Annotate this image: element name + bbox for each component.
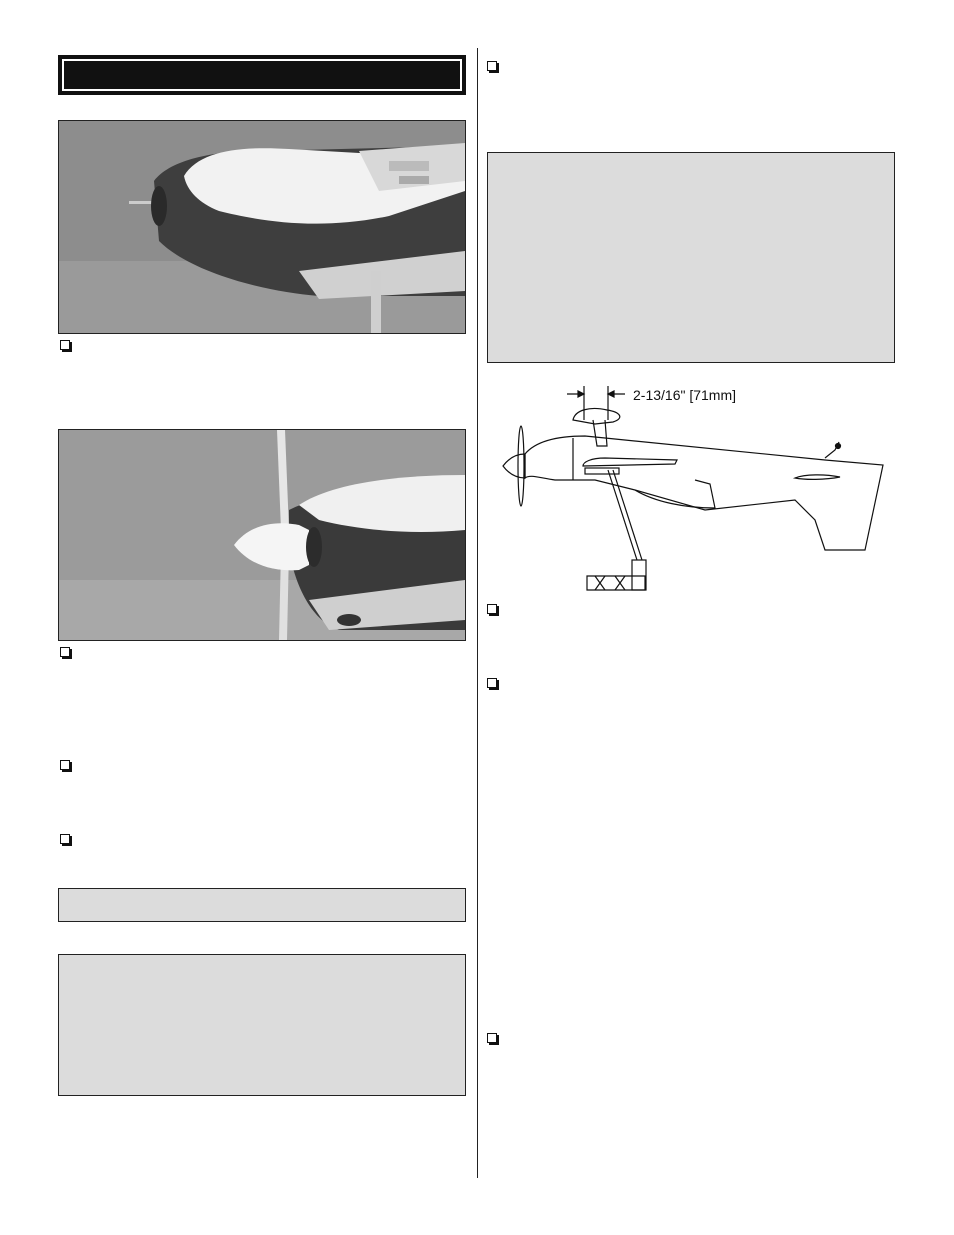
note-box-right: [487, 152, 895, 363]
dimension-label: 2-13/16" [71mm]: [633, 387, 737, 403]
step-checkbox-icon[interactable]: [487, 1033, 497, 1043]
note-box-small: [58, 888, 466, 922]
column-divider: [477, 48, 478, 1178]
step-checkbox-icon[interactable]: [60, 760, 70, 770]
note-box-large-left: [58, 954, 466, 1096]
step-checkbox-icon[interactable]: [60, 834, 70, 844]
step-checkbox-icon[interactable]: [487, 678, 497, 688]
step-checkbox-icon[interactable]: [487, 604, 497, 614]
step-checkbox-icon[interactable]: [487, 61, 497, 71]
step-checkbox-icon[interactable]: [60, 340, 70, 350]
cowl-photo: [58, 120, 466, 334]
section-header-bar: [58, 55, 466, 95]
cg-diagram: [495, 380, 895, 600]
section-header-title: [62, 59, 462, 91]
step-checkbox-icon[interactable]: [60, 647, 70, 657]
spinner-photo: [58, 429, 466, 641]
